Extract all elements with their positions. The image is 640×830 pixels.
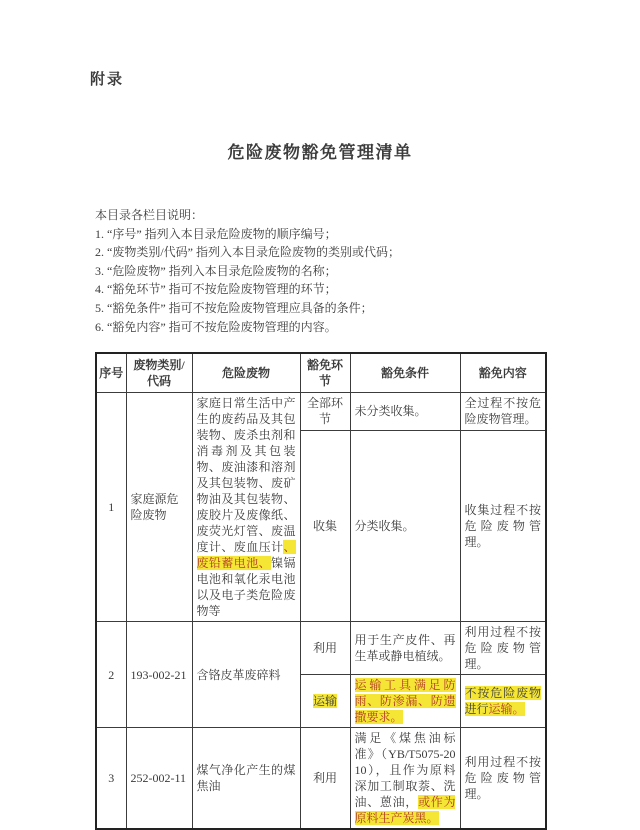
cell-text: 利用	[312, 771, 337, 785]
cell-condition	[350, 622, 460, 675]
header-no: 序号	[96, 353, 126, 393]
cell-text: 煤气净化产生的煤焦油	[196, 763, 296, 793]
note-line-5: 5. “豁免条件” 指可不按危险废物管理应具备的条件；	[95, 300, 373, 315]
cell-condition	[350, 430, 460, 621]
note-line-3: 3. “危险废物” 指列入本目录危险废物的名称；	[95, 263, 337, 278]
cell-content	[460, 622, 546, 675]
cell-no: 1	[96, 393, 126, 622]
cell-content	[460, 393, 546, 431]
cell-stage	[300, 675, 350, 728]
cell-category: 193-002-21	[126, 622, 192, 728]
table-row-1-1	[96, 393, 546, 431]
cell-text: 用于生产皮件、再生革或静电植绒。	[354, 633, 456, 663]
highlighted-text: 运输。	[488, 702, 525, 716]
cell-waste	[192, 622, 300, 728]
cell-content	[460, 675, 546, 728]
cell-text: 满足《煤焦油标准》（YB/T5075-2010），且作为原料深加工制取萘、洗油、蒽油，	[354, 731, 456, 809]
cell-text: 利用过程不按危险废物管理。	[464, 625, 541, 671]
highlighted-text: 、废铅蓄电池、	[196, 540, 296, 570]
header-content: 豁免内容	[460, 353, 546, 393]
cell-condition	[350, 393, 460, 431]
page-title: 危险废物豁免管理清单	[227, 143, 413, 162]
cell-no: 2	[96, 622, 126, 728]
note-line-2: 2. “废物类别/代码” 指列入本目录危险废物的类别或代码；	[95, 245, 400, 260]
highlighted-text: 运输工具满足防雨、防渗漏、防遗撒要求。	[354, 678, 456, 724]
cell-text: 全过程不按危险废物管理。	[464, 396, 541, 427]
cell-stage	[300, 430, 350, 621]
cell-text: 利用	[312, 641, 337, 655]
note-line-4: 4. “豁免环节” 指可不按危险废物管理的环节；	[95, 282, 337, 297]
cell-text: 未分类收集。	[354, 404, 427, 419]
note-line-1: 1. “序号” 指列入本目录危险废物的顺序编号；	[95, 226, 337, 241]
header-condition: 豁免条件	[350, 353, 460, 393]
cell-stage	[300, 622, 350, 675]
table-row-2-1	[96, 622, 546, 675]
cell-category: 家庭源危险废物	[126, 393, 192, 622]
cell-category: 252-002-11	[126, 728, 192, 830]
cell-text: 分类收集。	[354, 518, 415, 533]
cell-waste	[192, 393, 300, 622]
header-stage: 豁免环节	[300, 353, 350, 393]
table-body	[96, 393, 546, 830]
cell-condition	[350, 675, 460, 728]
highlighted-text: 运输	[312, 694, 337, 708]
cell-text: 收集	[312, 518, 337, 533]
header-waste: 危险废物	[192, 353, 300, 393]
highlighted-text: 不按危险废物进行	[464, 686, 541, 716]
exemption-table-wrap	[95, 352, 547, 830]
cell-text: 收集过程不按危险废物管理。	[464, 502, 541, 549]
table-header-row	[96, 353, 546, 393]
highlighted-text: 或作为原料生产炭黑。	[354, 795, 456, 825]
cell-stage	[300, 393, 350, 431]
cell-text: 利用过程不按危险废物管理。	[464, 755, 541, 801]
cell-text: 镍镉电池和氧化汞电池以及电子类危险废物等	[196, 556, 296, 618]
exemption-table	[95, 352, 547, 830]
cell-no: 3	[96, 728, 126, 830]
cell-text: 含铬皮革废碎料	[196, 667, 281, 682]
note-line-6: 6. “豁免内容” 指可不按危险废物管理的内容。	[95, 319, 337, 334]
appendix-label: 附录	[90, 72, 125, 88]
cell-text: 家庭日常生活中产生的废药品及其包装物、废杀虫剂和消毒剂及其包装物、废油漆和溶剂及其包装物、废矿物油及其包装物、废胶片及废像纸、废荧光灯管、废温度计、废血压计	[196, 396, 296, 554]
notes-heading: 本目录各栏目说明：	[95, 208, 204, 222]
header-category: 废物类别/代码	[126, 353, 192, 393]
notes-block	[95, 206, 555, 336]
cell-content	[460, 430, 546, 621]
cell-text: 全部环节	[306, 396, 343, 427]
